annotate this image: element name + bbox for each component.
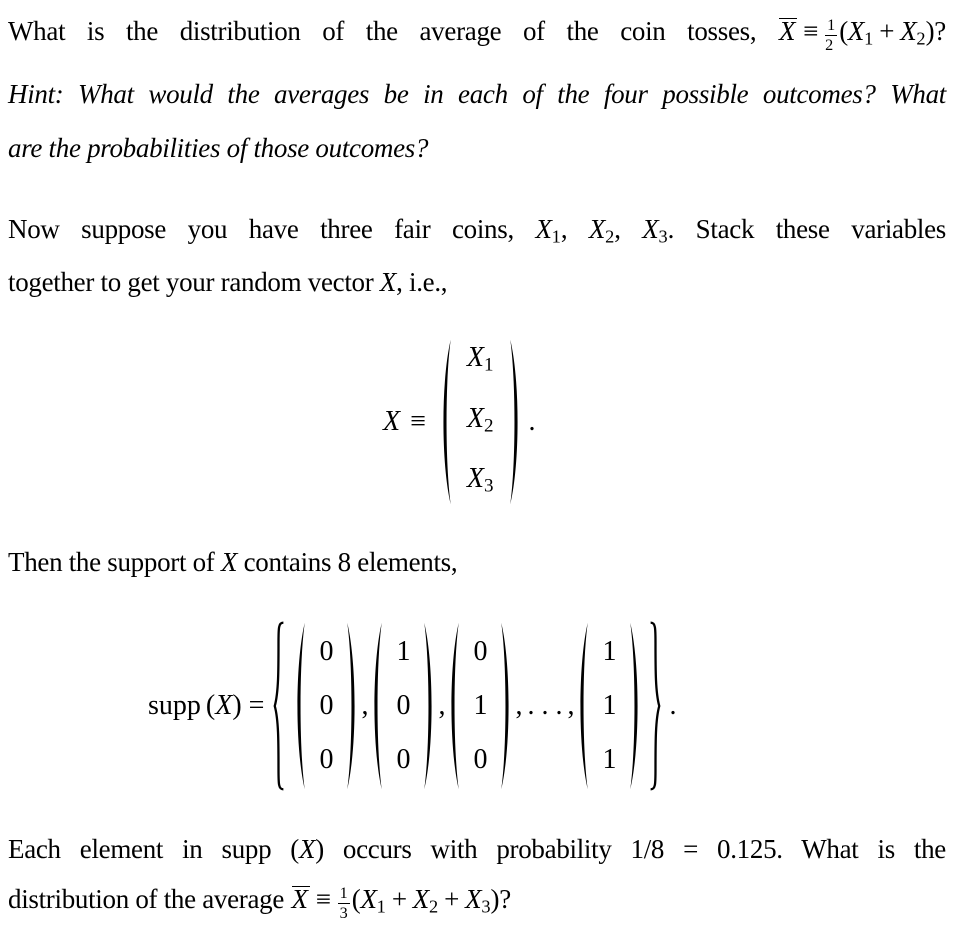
fraction-one-half <box>825 17 837 54</box>
equiv-sign: ≡ <box>315 884 331 914</box>
probability-line-2 <box>8 883 946 922</box>
vector-entry: 1 <box>396 636 411 667</box>
hint-line-1 <box>8 78 946 110</box>
fraction-denominator: 3 <box>339 903 348 922</box>
sub-1: 1 <box>376 896 386 917</box>
var-x3: X <box>642 214 659 244</box>
right-paren-glyph <box>422 621 437 791</box>
equiv-sign: ≡ <box>410 406 426 438</box>
coin-x3 <box>642 214 668 247</box>
sub-3: 3 <box>484 475 494 497</box>
left-paren-glyph <box>575 621 590 791</box>
support-vector-010 <box>446 621 514 791</box>
vector-entry: 1 <box>602 690 617 721</box>
var-x: X <box>220 547 238 577</box>
var-x2: X <box>466 402 485 434</box>
comma: , <box>567 690 575 722</box>
p4-lead: Then the support of <box>8 547 221 577</box>
p3-line2-tail: , i.e., <box>396 267 448 297</box>
sub-3: 3 <box>481 896 491 917</box>
vector-entry: 0 <box>473 744 488 775</box>
p3-line2-lead: together to get your random vector <box>8 267 380 297</box>
xbar-symbol: X <box>778 16 796 46</box>
equals-sign: = <box>248 690 265 722</box>
coin-x1 <box>535 214 561 247</box>
support-vector-111 <box>575 621 643 791</box>
left-brace-glyph <box>271 621 286 791</box>
p5-inline-formula <box>291 883 511 922</box>
plus-sign: + <box>391 884 407 914</box>
sub-1: 1 <box>864 28 874 49</box>
supp-operator: supp <box>148 690 201 722</box>
fraction-one-third <box>338 885 350 922</box>
sub-3: 3 <box>658 226 668 247</box>
fraction-denominator: 2 <box>825 35 834 54</box>
vector-entry: 1 <box>602 744 617 775</box>
coin-x2 <box>588 214 615 247</box>
comma: , <box>361 690 369 722</box>
separator: , <box>614 214 643 244</box>
plus-sign: + <box>879 16 895 46</box>
p3-tail: . Stack these variables <box>667 214 946 244</box>
right-paren-glyph <box>628 621 643 791</box>
equation-support-set <box>148 621 676 791</box>
vector-entry: 0 <box>396 690 411 721</box>
var-x2: X <box>900 16 917 46</box>
vector-entry: 1 <box>602 636 617 667</box>
var-x2: X <box>588 214 606 244</box>
separator: , <box>560 214 589 244</box>
equiv-sign: ≡ <box>803 16 819 46</box>
left-paren-glyph <box>438 338 453 506</box>
right-paren-glyph <box>508 338 523 506</box>
sub-1: 1 <box>484 354 494 376</box>
xbar-symbol: X <box>291 884 308 914</box>
p3-lead: Now suppose you have three fair coins, <box>8 214 536 244</box>
vector-entries <box>461 621 499 791</box>
close-paren-question: )? <box>925 16 946 46</box>
vector-entries <box>453 338 508 506</box>
left-paren-glyph <box>369 621 384 791</box>
hint-text-2: are the probabilities of those outcomes? <box>8 133 429 163</box>
hint-line-2 <box>8 132 946 164</box>
comma: , <box>515 690 523 722</box>
right-brace-glyph <box>648 621 663 791</box>
var-x3: X <box>466 463 485 495</box>
vector-entry <box>467 392 494 453</box>
three-coins-line-1 <box>8 213 946 247</box>
support-vector-100 <box>369 621 437 791</box>
vector-entry: 1 <box>473 690 488 721</box>
equation-period: . <box>669 690 677 722</box>
sub-2: 2 <box>484 415 494 437</box>
vector-entry: 0 <box>319 744 334 775</box>
p4-tail: contains 8 elements, <box>237 547 458 577</box>
left-paren-glyph <box>446 621 461 791</box>
equation-vector-definition <box>383 338 536 506</box>
ellipsis-dots: . . . <box>527 690 563 722</box>
vector-entry <box>467 331 494 392</box>
vector-entry <box>467 452 494 513</box>
sub-2: 2 <box>428 896 439 917</box>
open-paren: ( <box>351 884 361 914</box>
var-x1: X <box>847 16 865 46</box>
close-paren: ) <box>232 690 242 722</box>
var-x3: X <box>465 884 482 914</box>
support-vector-000 <box>292 621 360 791</box>
vector-entry: 0 <box>473 636 488 667</box>
close-paren-question: )? <box>490 884 511 914</box>
p5-line1-a: Each element in supp ( <box>8 834 299 864</box>
var-x: X <box>215 690 233 722</box>
equation-period: . <box>528 406 536 438</box>
comma: , <box>438 690 446 722</box>
p5-line2-lead: distribution of the average <box>8 884 291 914</box>
p1-text: What is the distribution of the average of the coin tosses, <box>8 16 778 46</box>
column-vector <box>438 338 523 506</box>
vector-entries <box>590 621 628 791</box>
vector-entry: 0 <box>319 636 334 667</box>
vector-entry: 0 <box>396 744 411 775</box>
hint-text-1: Hint: What would the averages be in each of the four possible outcomes? What <box>8 79 946 109</box>
right-paren-glyph <box>499 621 514 791</box>
paragraph-two-coin-question <box>8 15 946 54</box>
var-x: X <box>299 834 316 864</box>
right-paren-glyph <box>345 621 360 791</box>
p5-line1-b: ) occurs with probability 1/8 = 0.125. What is the <box>315 834 946 864</box>
sub-2: 2 <box>605 226 615 247</box>
vector-entries <box>384 621 422 791</box>
vector-entries <box>307 621 345 791</box>
var-x1: X <box>535 214 552 244</box>
left-paren-glyph <box>292 621 307 791</box>
open-paren: ( <box>839 16 848 46</box>
sub-1: 1 <box>551 226 561 247</box>
three-coins-line-2 <box>8 266 946 298</box>
var-x2: X <box>412 884 429 914</box>
sub-2: 2 <box>916 28 926 49</box>
var-x1: X <box>466 342 485 374</box>
p1-inline-formula <box>778 15 946 54</box>
var-x-vector: X <box>379 267 397 297</box>
var-x1: X <box>360 884 377 914</box>
support-intro-line <box>8 546 946 578</box>
eq1-lhs-x: X <box>383 406 401 438</box>
fraction-numerator: 1 <box>339 883 348 902</box>
open-paren: ( <box>205 690 216 722</box>
probability-line-1 <box>8 833 946 865</box>
vector-entry: 0 <box>319 690 334 721</box>
fraction-numerator: 1 <box>827 15 836 34</box>
plus-sign: + <box>444 884 460 914</box>
